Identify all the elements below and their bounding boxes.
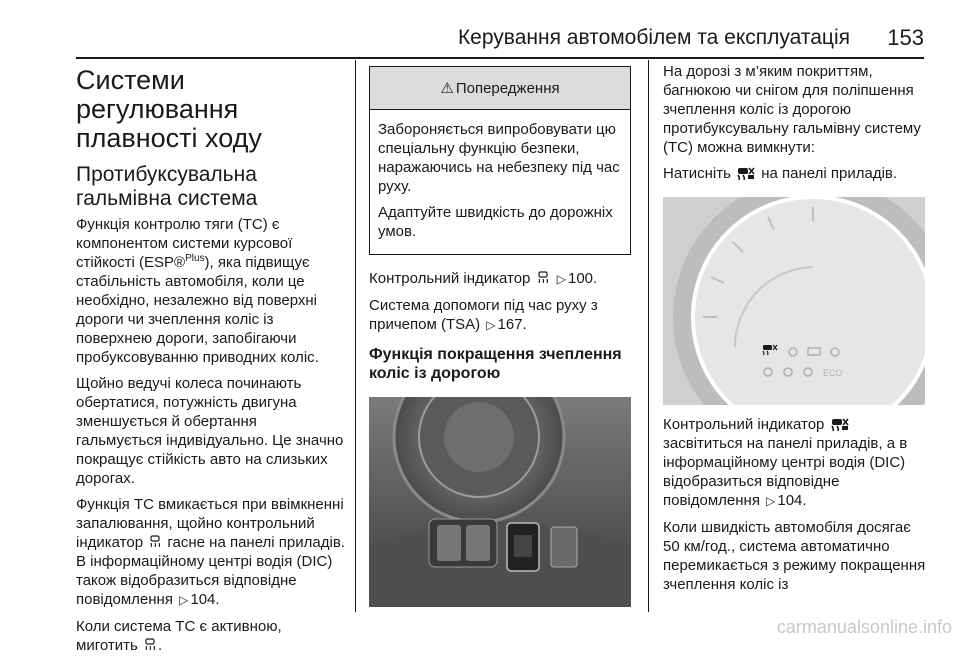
warning-triangle-icon: ⚠ <box>440 80 454 97</box>
paragraph: На дорозі з м’яким покриттям, багнюкою чи снігом для поліпшення зчеплення коліс із дорогою протибуксувальну гальмівну систему (TC) можна вимкнути: <box>663 63 921 156</box>
page-ref-arrow-icon: ▷ <box>766 494 776 508</box>
warning-body <box>370 110 630 254</box>
paragraph: Щойно ведучі колеса починають обертатися, потужність двигуна зменшується й обертання гальмується індивідуально. Це значно покращує стійкість авто на слизьких дорогах. <box>76 375 344 487</box>
section-title: Системи регулювання плавності ходу <box>76 65 262 153</box>
column-2 <box>369 62 631 607</box>
paragraph <box>663 415 928 511</box>
text-span: засвітиться на панелі приладів, а в інформаційному центрі водія (DIC) відобразиться відповідне повідомлення <box>663 435 908 509</box>
page-ref-arrow-icon: ▷ <box>179 593 189 607</box>
superscript: Plus <box>185 253 205 264</box>
traction-control-off-icon <box>737 166 755 180</box>
text-span: Коли система TC є активною, миготить <box>76 618 282 654</box>
text-span: гасне на панелі приладів. В інформаційному центрі водія (DIC) також відобразиться відповідне повідомлення <box>76 534 345 608</box>
page-number: 153 <box>887 25 924 50</box>
eco-label: ECO <box>823 368 843 378</box>
column-1 <box>76 62 346 662</box>
warning-box <box>369 66 631 255</box>
header-divider <box>76 57 924 59</box>
instrument-cluster-illustration <box>663 197 925 405</box>
paragraph <box>76 215 346 367</box>
subsection-title: Протибуксувальна гальмівна система <box>76 163 258 210</box>
column-3 <box>663 62 928 601</box>
paragraph <box>76 617 346 655</box>
page-ref-arrow-icon: ▷ <box>486 318 496 332</box>
paragraph <box>369 296 631 335</box>
watermark-text: carmanualsonline.info <box>776 617 952 637</box>
page-ref[interactable]: 104. <box>190 591 220 608</box>
column-divider-1 <box>355 60 356 612</box>
subheading: Функція покращення зчеплення коліс із дорогою <box>369 346 622 382</box>
traction-control-off-icon <box>831 417 849 431</box>
page-header <box>0 0 960 60</box>
text-span: на панелі приладів. <box>761 165 898 182</box>
dashboard-switch-illustration <box>369 397 631 607</box>
paragraph: Коли швидкість автомобіля досягає 50 км/год., система автоматично перемикається з режиму покращення зчеплення коліс із <box>663 519 926 593</box>
warning-text: Забороняється випробовувати цю спеціальну функцію безпеки, наражаючись на небезпеку під час руху. <box>378 121 620 195</box>
paragraph <box>76 495 346 610</box>
warning-text: Адаптуйте швидкість до дорожніх умов. <box>378 204 613 240</box>
text-span: Функція контролю тяги (TC) є компонентом системи курсової стійкості (ESP® <box>76 216 293 271</box>
gauge-drawing <box>663 197 925 405</box>
text-span: Контрольний індикатор <box>663 416 825 433</box>
page-ref[interactable]: 167. <box>497 316 527 333</box>
column-divider-2 <box>648 60 649 612</box>
header-title: Керування автомобілем та експлуатація <box>457 26 850 49</box>
text-span: Контрольний індикатор <box>369 270 531 287</box>
text-span: Функція TC вмикається при ввімкненні запалювання, щойно контрольний індикатор <box>76 496 344 551</box>
traction-control-icon <box>144 638 156 652</box>
page-ref[interactable]: 100. <box>567 270 598 287</box>
text-span: Система допомоги під час руху з причепом (TSA) <box>369 297 598 333</box>
switch-panel-drawing <box>369 397 631 607</box>
text-span: Натисніть <box>663 165 731 182</box>
text-span: . <box>157 637 163 654</box>
text-span: ), яка підвищує стабільність автомобіля, коли це необхідно, незалежно від поверхні дороги чи зчеплення коліс із поверхнею дороги, запобігаючи пробуксовуванню приводних коліс. <box>76 254 319 366</box>
paragraph <box>369 269 631 289</box>
traction-control-icon <box>149 535 161 549</box>
warning-title: Попередження <box>455 79 560 97</box>
traction-control-icon <box>537 271 549 285</box>
paragraph <box>663 164 928 183</box>
warning-header <box>370 67 630 110</box>
page-ref[interactable]: 104. <box>777 492 807 509</box>
page-ref-arrow-icon: ▷ <box>556 272 566 286</box>
